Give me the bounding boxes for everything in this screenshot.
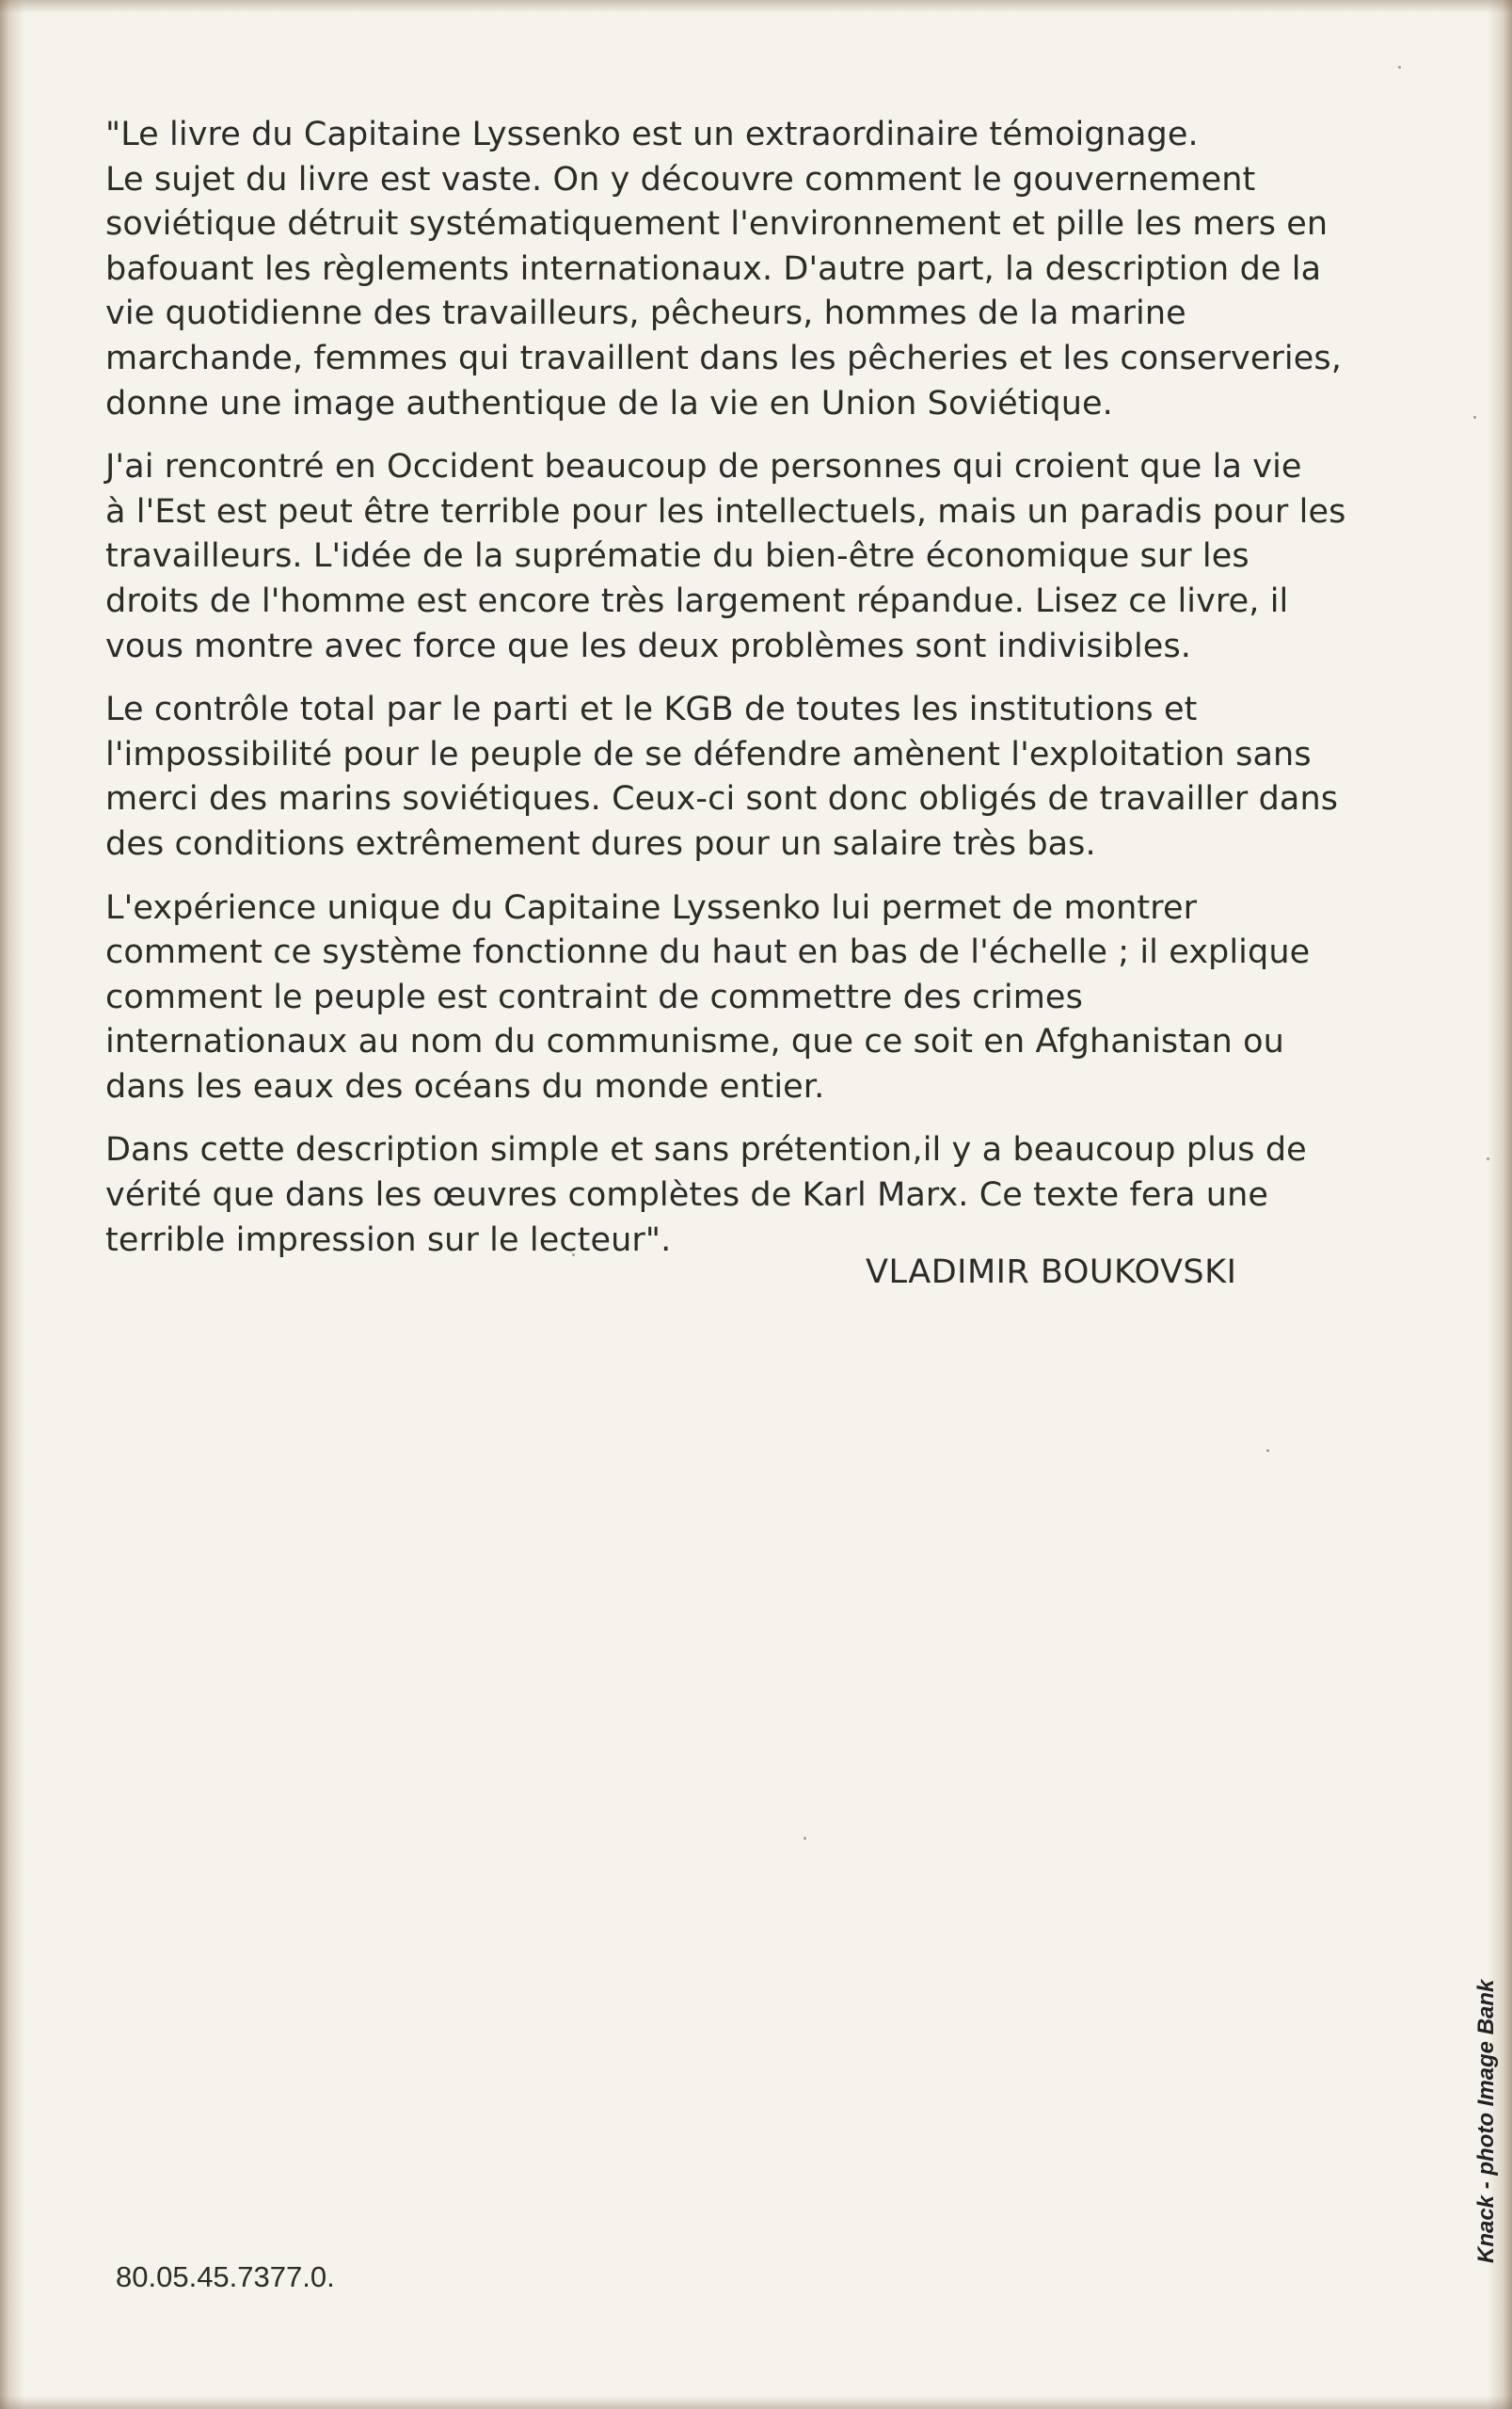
quote-line: soviétique détruit systématiquement l'environnement et pille les mers en xyxy=(105,205,1329,244)
quote-line: donne une image authentique de la vie en Union Soviétique. xyxy=(105,384,1113,423)
quote-line: dans les eaux des océans du monde entier. xyxy=(105,1067,825,1106)
quote-line: droits de l'homme est encore très largement répandue. Lisez ce livre, il xyxy=(105,582,1289,620)
quote-paragraph xyxy=(105,886,1423,1110)
quote-line: vie quotidienne des travailleurs, pêcheurs, hommes de la marine xyxy=(105,295,1186,333)
quote-line: comment le peuple est contraint de commettre des crimes xyxy=(105,978,1083,1016)
quote-line: Le sujet du livre est vaste. On y découvre comment le gouvernement xyxy=(105,160,1256,199)
isbn-number: 80.05.45.7377.0. xyxy=(116,2260,335,2293)
quote-line: "Le livre du Capitaine Lyssenko est un extraordinaire témoignage. xyxy=(105,116,1199,153)
quote-line: l'impossibilité pour le peuple de se défendre amènent l'exploitation sans xyxy=(105,735,1312,774)
quote-author: VLADIMIR BOUKOVSKI xyxy=(866,1253,1237,1291)
paper-speck xyxy=(804,1837,806,1840)
quote-line: comment ce système fonctionne du haut en bas de l'échelle ; il explique xyxy=(105,933,1311,972)
paper-speck xyxy=(1398,66,1401,69)
quote-line: J'ai rencontré en Occident beaucoup de personnes qui croient que la vie xyxy=(105,448,1302,487)
quote-line: bafouant les règlements internationaux. D'autre part, la description de la xyxy=(105,249,1322,288)
quote-line: vous montre avec force que les deux problèmes sont indivisibles. xyxy=(105,627,1191,665)
quote-paragraph xyxy=(105,688,1423,867)
quote-line: L'expérience unique du Capitaine Lyssenko lui permet de montrer xyxy=(105,888,1198,927)
quote-line: Le contrôle total par le parti et le KGB de toutes les institutions et xyxy=(105,691,1198,729)
quote-line: merci des marins soviétiques. Ceux-ci sont donc obligés de travailler dans xyxy=(105,780,1339,819)
quote-line: travailleurs. L'idée de la suprématie du bien-être économique sur les xyxy=(105,537,1249,576)
paper-speck xyxy=(1487,1157,1489,1160)
quote-line: Dans cette description simple et sans prétention,il y a beaucoup plus de xyxy=(105,1131,1307,1170)
quote-line: à l'Est est peut être terrible pour les intellectuels, mais un paradis pour les xyxy=(105,492,1346,531)
paper-speck xyxy=(1473,416,1476,419)
photo-credit: Knack - photo Image Bank xyxy=(1473,1979,1499,2263)
quote-paragraph xyxy=(105,1128,1423,1263)
quote-line: vérité que dans les œuvres complètes de Karl Marx. Ce texte fera une xyxy=(105,1176,1268,1215)
quote-line: internationaux au nom du communisme, que ce soit en Afghanistan ou xyxy=(105,1023,1284,1061)
quote-paragraph xyxy=(105,113,1423,426)
quote-line: marchande, femmes qui travaillent dans les pêcheries et les conserveries, xyxy=(105,339,1342,377)
quote-paragraph xyxy=(105,445,1423,669)
paper-speck xyxy=(1266,1449,1269,1452)
review-quote xyxy=(105,113,1423,1282)
quote-line: terrible impression sur le lecteur". xyxy=(105,1220,672,1259)
quote-line: des conditions extrêmement dures pour un salaire très bas. xyxy=(105,824,1096,863)
